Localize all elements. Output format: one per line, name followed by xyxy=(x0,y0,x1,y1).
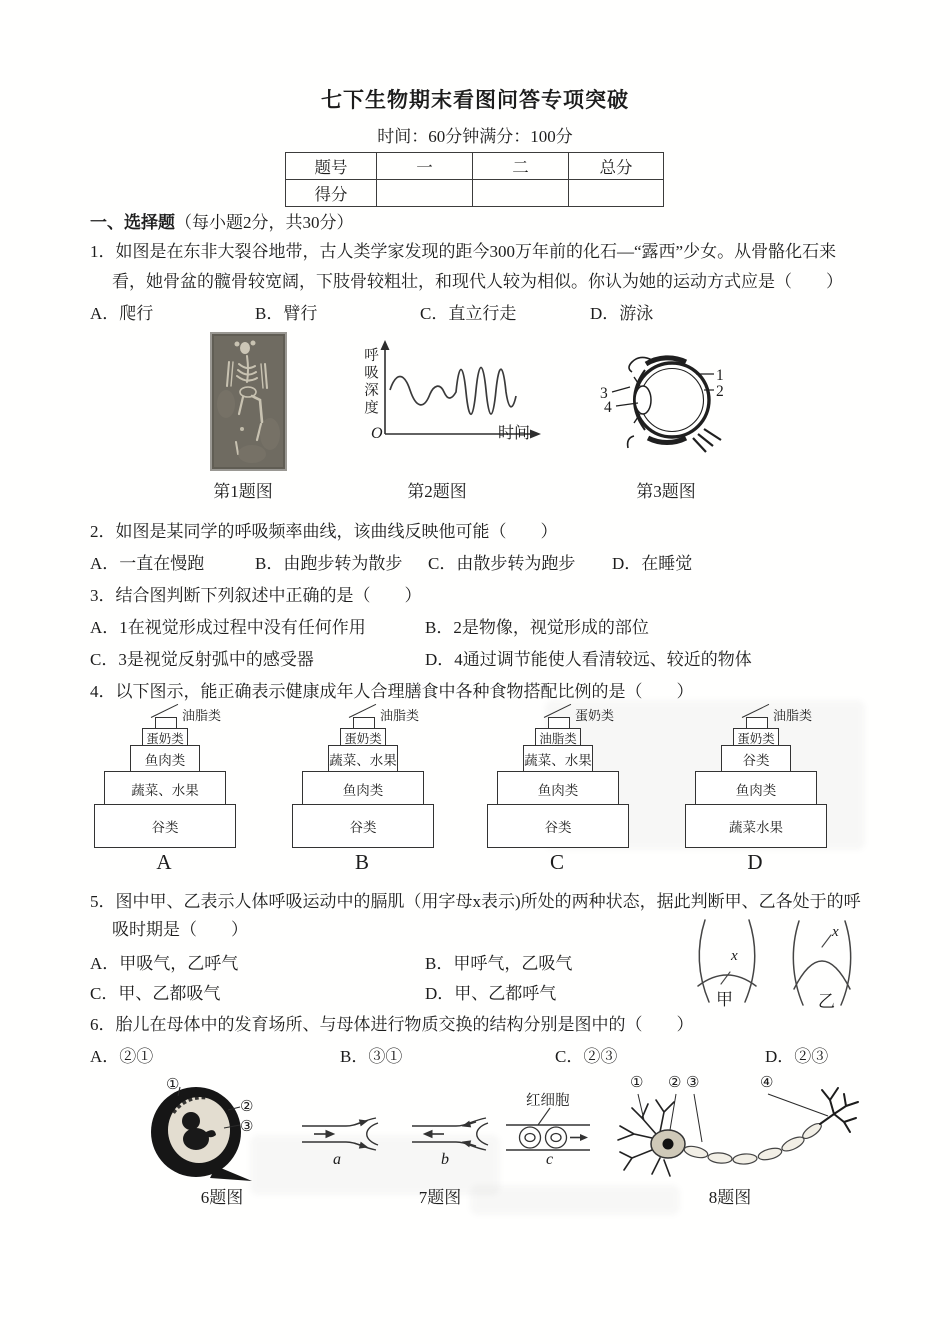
rib-curve-right xyxy=(841,921,851,1005)
score-empty-cell xyxy=(473,180,569,207)
score-header-cell: 一 xyxy=(377,153,473,180)
fig8-caption: 8题图 xyxy=(708,1188,752,1207)
pyramid-row: 谷类 xyxy=(487,804,629,848)
pointer-line xyxy=(742,704,769,718)
q1-option-a: A．爬行 xyxy=(90,304,154,323)
womb-label-1: ① xyxy=(166,1077,180,1093)
fig6-caption: 6题图 xyxy=(200,1188,244,1207)
rbc-pointer-line xyxy=(538,1108,550,1125)
q6-option-d: D．②③ xyxy=(765,1047,829,1066)
pyramid-top-label: 蛋奶类 xyxy=(575,708,615,723)
pointer-line xyxy=(544,704,571,718)
pyramid-row: 蔬菜、水果 xyxy=(523,745,593,773)
x-axis-arrow xyxy=(530,430,541,439)
pyramid-row: 谷类 xyxy=(292,804,434,848)
q5-text-line2: 吸时期是（ ） xyxy=(112,920,248,939)
score-table-score-row xyxy=(286,180,664,207)
q2-text: 2．如图是某同学的呼吸频率曲线，该曲线反映他可能（ ） xyxy=(90,522,558,541)
chart-axes xyxy=(385,348,533,434)
pyramid-row: 蔬菜水果 xyxy=(685,804,827,848)
q2-option-c: C．由散步转为跑步 xyxy=(428,554,576,573)
pyramid-row: 鱼肉类 xyxy=(130,745,200,773)
pyramid-row: 蛋奶类 xyxy=(733,728,779,747)
pyramid-row: 蔬菜、水果 xyxy=(104,771,226,806)
section-heading xyxy=(90,212,354,233)
section-note: （每小题2分，共30分） xyxy=(175,213,354,232)
q3-option-c: C．3是视觉反射弧中的感受器 xyxy=(90,650,314,669)
fig7-caption: 7题图 xyxy=(418,1188,462,1207)
q6-option-b: B．③① xyxy=(340,1047,403,1066)
vein-branching-diagram xyxy=(410,1116,490,1152)
q1-option-c: C．直立行走 xyxy=(420,304,517,323)
pyramid-top-label: 油脂类 xyxy=(380,708,420,723)
score-empty-cell xyxy=(569,180,664,207)
q6-option-c: C．②③ xyxy=(555,1047,618,1066)
food-pyramid-a xyxy=(89,704,239,879)
pyramid-row: 谷类 xyxy=(721,745,791,773)
q4-text: 4．以下图示，能正确表示健康成年人合理膳食中各种食物搭配比例的是（ ） xyxy=(90,682,694,701)
q2-option-b: B．由跑步转为散步 xyxy=(255,554,403,573)
pyramid-row: 蛋奶类 xyxy=(142,728,188,747)
y-axis-arrow xyxy=(381,340,390,350)
pyramid-row: 鱼肉类 xyxy=(497,771,619,806)
nerve-ending xyxy=(820,1088,858,1132)
neuron-label-2: ② xyxy=(668,1075,682,1091)
pyramid-row: 鱼肉类 xyxy=(695,771,817,806)
food-pyramid-b xyxy=(287,704,437,879)
page-title: 七下生物期末看图问答专项突破 xyxy=(321,89,629,112)
score-empty-cell xyxy=(377,180,473,207)
food-pyramid-d xyxy=(680,704,830,879)
pyramid-row: 油脂类 xyxy=(535,728,581,747)
eye-label-3: 3 xyxy=(600,385,608,402)
neuron-diagram xyxy=(598,1078,898,1182)
vessel-b-label: b xyxy=(441,1151,449,1168)
yi-x-label: x xyxy=(832,924,839,940)
rib-curve-right xyxy=(745,920,755,1002)
vessel-c-label: c xyxy=(546,1151,554,1168)
x-pointer-line xyxy=(822,935,831,947)
eye-label-1: 1 xyxy=(716,367,724,384)
fossil-skeleton-image xyxy=(212,334,285,469)
breathing-curve xyxy=(390,368,516,415)
fig2-y-axis-label: 呼吸深度 xyxy=(362,347,378,417)
pyramid-row: 谷类 xyxy=(94,804,236,848)
pyramid-row: 蛋奶类 xyxy=(340,728,386,747)
q5-option-d: D．甲、乙都呼气 xyxy=(425,984,557,1003)
pyramid-letter: C xyxy=(549,850,564,874)
q5-option-b: B．甲呼气，乙吸气 xyxy=(425,954,573,973)
myelinated-axon xyxy=(683,1121,823,1165)
score-label-cell: 得分 xyxy=(286,180,377,207)
pointer-line xyxy=(349,704,376,718)
exam-meta: 时间：60分钟满分：100分 xyxy=(377,127,573,146)
vessel-a-label: a xyxy=(333,1151,341,1168)
flow-arrows xyxy=(314,1120,367,1148)
q1-option-b: B．臂行 xyxy=(255,304,318,323)
neuron-label-1: ① xyxy=(630,1075,644,1091)
eyeball xyxy=(628,357,721,452)
q3-option-d: D．4通过调节能使人看清较远、较近的物体 xyxy=(425,650,752,669)
rib-curve-left xyxy=(699,920,709,1002)
q6-text: 6．胎儿在母体中的发育场所、与母体进行物质交换的结构分别是图中的（ ） xyxy=(90,1015,694,1034)
vessel-walls xyxy=(302,1118,378,1150)
jia-x-label: x xyxy=(731,948,738,964)
neuron-label-3: ③ xyxy=(686,1075,700,1091)
section-name: 一、选择题 xyxy=(90,213,175,232)
red-blood-cells xyxy=(520,1127,567,1148)
rbc-label: 红细胞 xyxy=(526,1093,570,1109)
flow-arrows xyxy=(424,1122,476,1147)
eye-label-2: 2 xyxy=(716,383,724,400)
artery-branching-diagram xyxy=(300,1116,380,1152)
womb-label-2: ② xyxy=(240,1099,254,1115)
score-header-cell: 二 xyxy=(473,153,569,180)
q5-text-line1: 5．图中甲、乙表示人体呼吸运动中的膈肌（用字母x表示)所处的两种状态，据此判断甲、乙各处于的呼 xyxy=(90,892,861,911)
pyramid-letter: B xyxy=(354,850,369,874)
food-pyramid-c xyxy=(482,704,632,879)
q1-text-line1: 1．如图是在东非大裂谷地带，古人类学家发现的距今300万年前的化石—“露西”少女。从骨骼化石来 xyxy=(90,242,837,261)
nucleus xyxy=(663,1139,674,1150)
eye-label-4: 4 xyxy=(604,399,612,416)
flow-arrow xyxy=(570,1134,588,1141)
pyramid-letter: D xyxy=(747,850,763,874)
q3-option-b: B．2是物像，视觉形成的部位 xyxy=(425,618,649,637)
yi-label: 乙 xyxy=(818,992,835,1011)
eye-label-lines xyxy=(612,374,714,406)
score-table xyxy=(285,152,664,207)
q3-option-a: A．1在视觉形成过程中没有任何作用 xyxy=(90,618,366,637)
score-header-cell: 题号 xyxy=(286,153,377,180)
pyramid-letter: A xyxy=(156,850,172,874)
q5-option-c: C．甲、乙都吸气 xyxy=(90,984,221,1003)
score-table-header-row xyxy=(286,153,664,180)
jia-label: 甲 xyxy=(716,990,733,1009)
q1-text-line2: 看，她骨盆的髋骨较宽阔，下肢骨较粗壮，和现代人较为相似。你认为她的运动方式应是（ ） xyxy=(112,272,843,291)
q2-option-d: D．在睡觉 xyxy=(612,554,693,573)
q5-option-a: A．甲吸气，乙呼气 xyxy=(90,954,239,973)
pyramid-row: 蔬菜、水果 xyxy=(328,745,398,773)
pointer-line xyxy=(151,704,178,718)
fig2-origin-label: O xyxy=(371,425,383,442)
neuron-label-4: ④ xyxy=(760,1075,774,1091)
pyramid-row: 鱼肉类 xyxy=(302,771,424,806)
eye-diagram xyxy=(596,346,754,454)
x-pointer-line xyxy=(721,972,730,984)
pyramid-top-label: 油脂类 xyxy=(182,708,222,723)
q3-text: 3．结合图判断下列叙述中正确的是（ ） xyxy=(90,586,422,605)
q6-option-a: A．②① xyxy=(90,1047,154,1066)
rib-curve-left xyxy=(793,921,803,1005)
fig1-caption: 第1题图 xyxy=(213,482,273,501)
fig2-caption: 第2题图 xyxy=(407,482,467,501)
q2-option-a: A．一直在慢跑 xyxy=(90,554,205,573)
fig2-x-axis-label: 时间 xyxy=(498,425,531,442)
pyramid-top-label: 油脂类 xyxy=(773,708,813,723)
diaphragm-curve xyxy=(794,961,850,989)
fig3-caption: 第3题图 xyxy=(636,482,696,501)
score-header-cell: 总分 xyxy=(569,153,664,180)
womb-label-3: ③ xyxy=(240,1119,254,1135)
q1-option-d: D．游泳 xyxy=(590,304,654,323)
